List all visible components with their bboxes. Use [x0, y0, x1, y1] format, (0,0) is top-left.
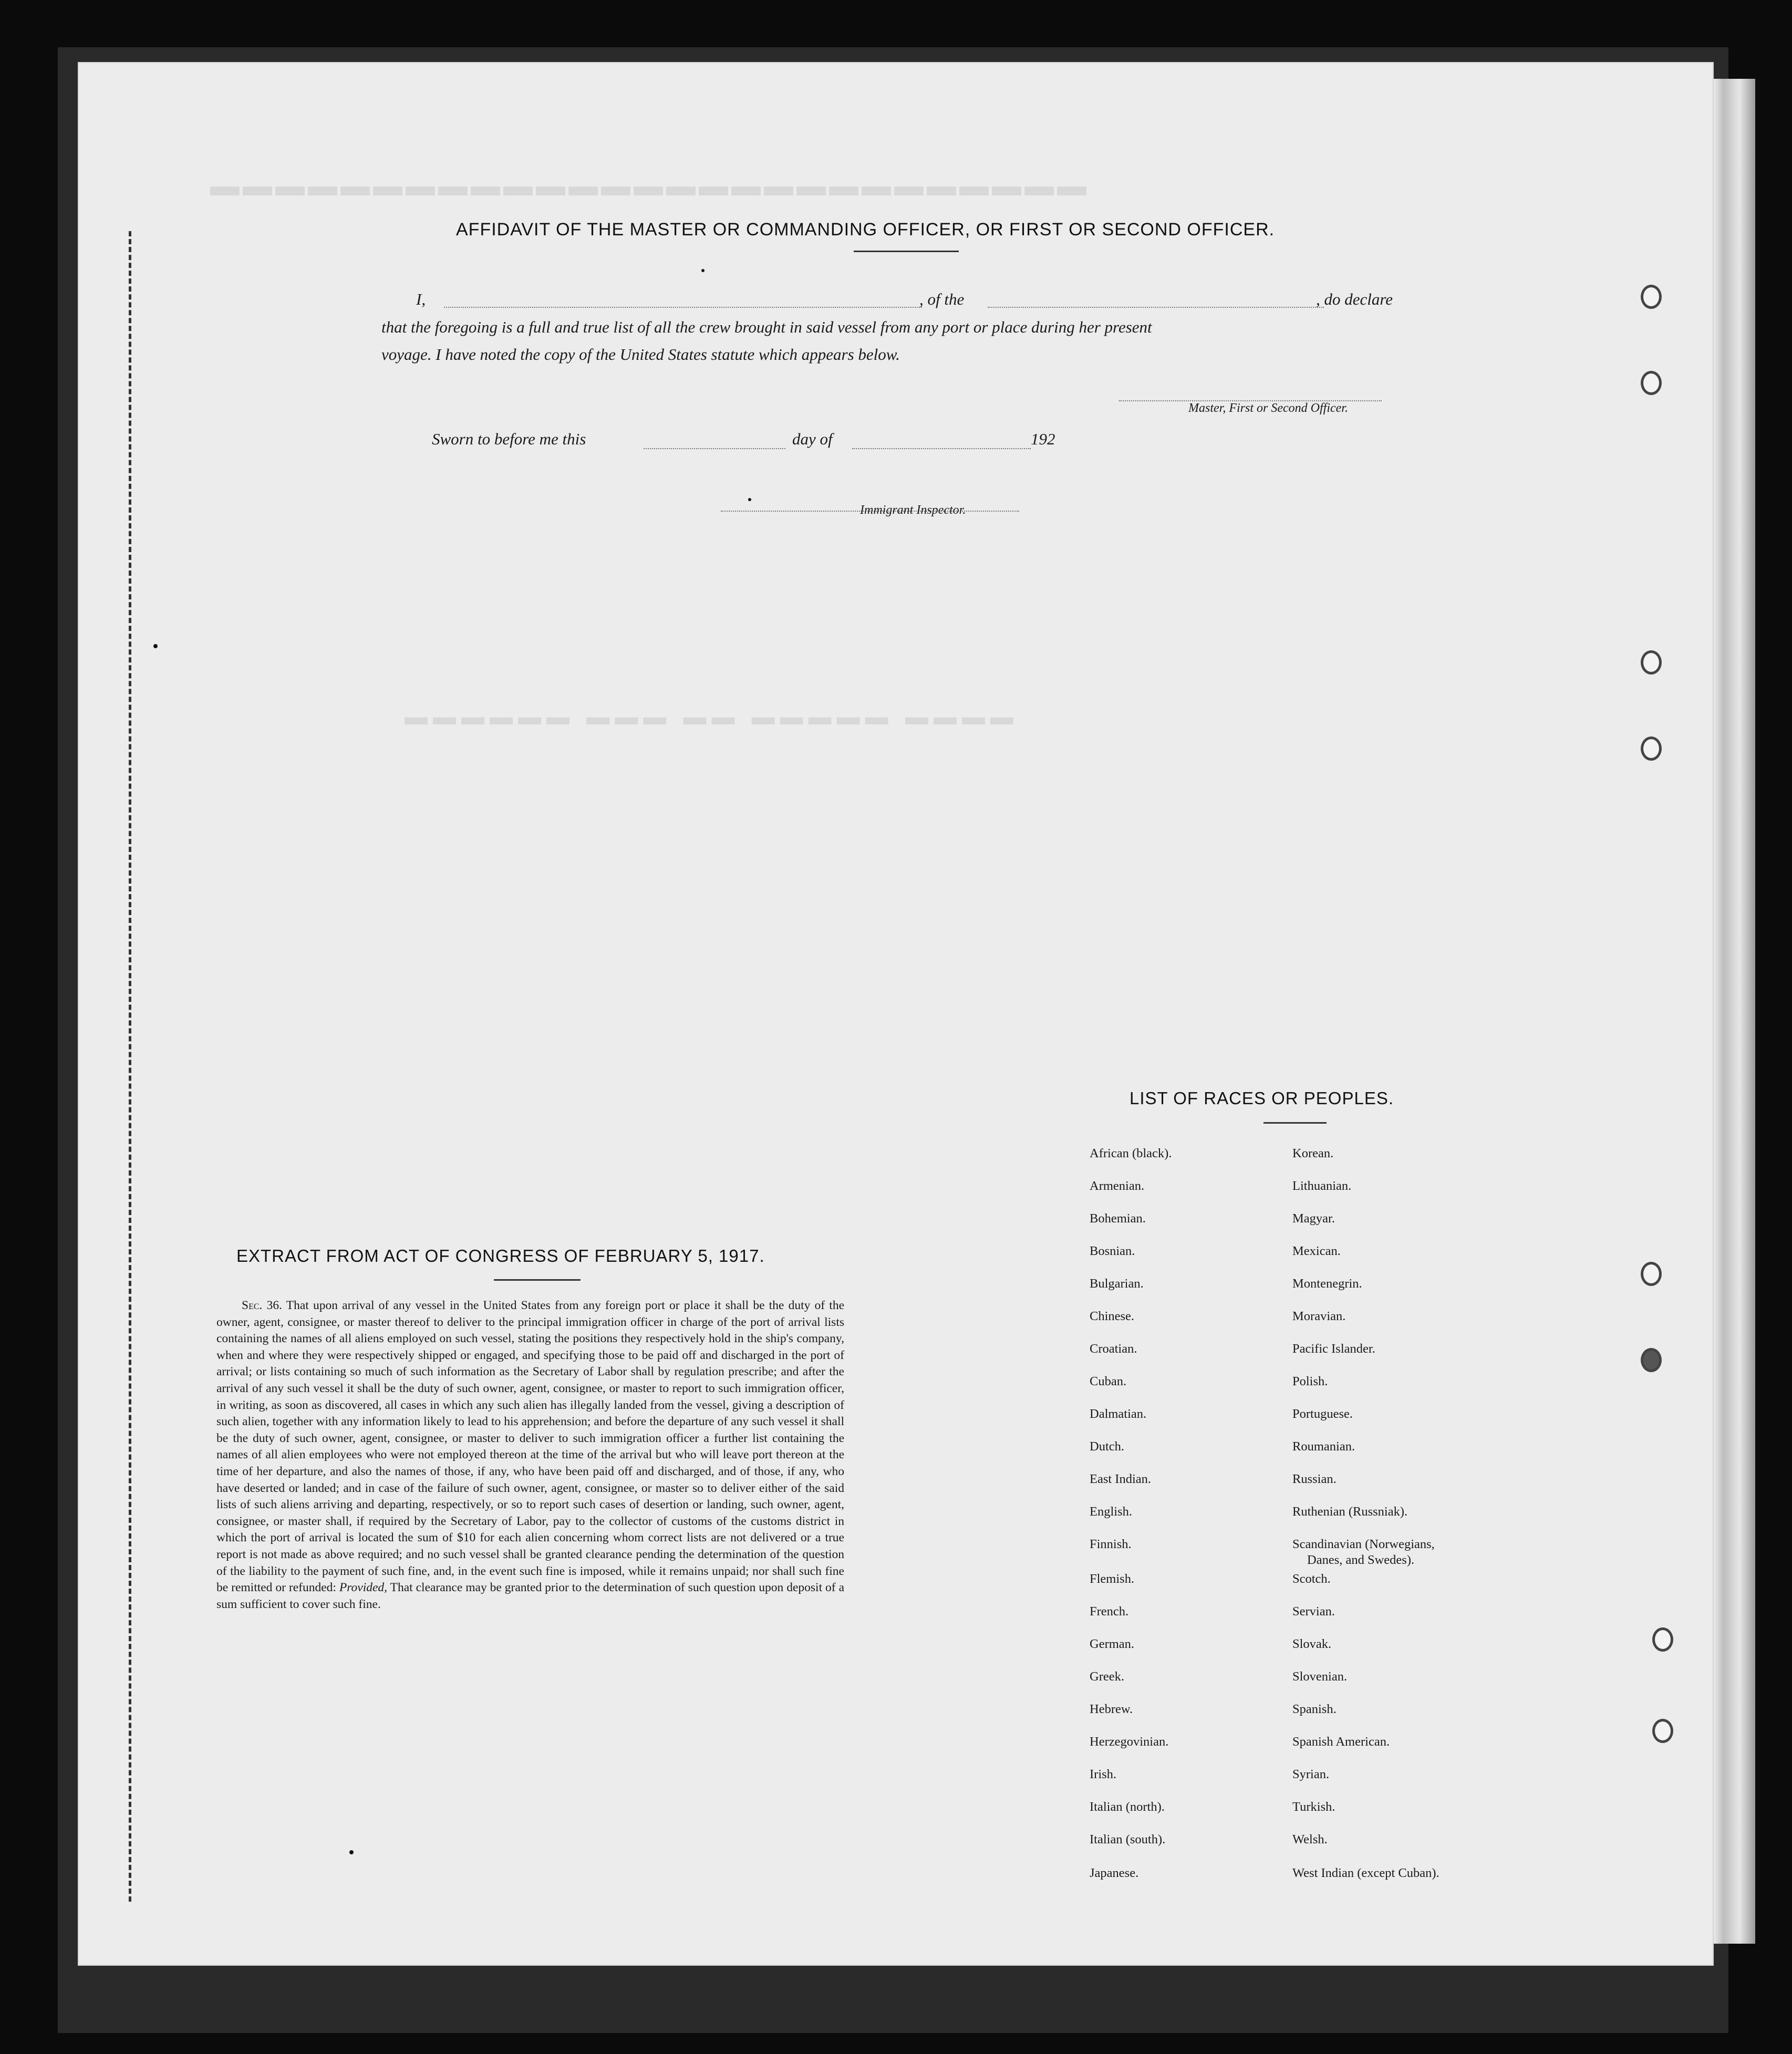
binder-hole — [1641, 650, 1662, 675]
race-item: Spanish. — [1292, 1702, 1337, 1716]
race-item: Servian. — [1292, 1604, 1335, 1619]
race-item: Herzegovinian. — [1090, 1735, 1169, 1749]
provided-label: Provided, — [339, 1581, 388, 1595]
bleed-through: ▬▬▬▬▬▬▬▬▬▬▬▬▬▬▬▬▬▬▬▬▬▬▬▬▬▬▬ — [210, 169, 1090, 202]
binder-hole — [1641, 736, 1662, 761]
officer-name-field[interactable] — [444, 307, 922, 308]
races-title-underline — [1263, 1122, 1327, 1124]
extract-title: EXTRACT FROM ACT OF CONGRESS OF FEBRUARY 5, 1917. — [236, 1246, 765, 1265]
extract-text-part1: That upon arrival of any vessel in the United States from any foreign port or place it shall be the duty of the owner, agent, consignee, or master thereof to deliver to the principal immigration officer in charge of the port of arrival lists containing the names of all aliens employed on such vessel, stating the positions they respectively hold in the ship's company, when and where they were respectively shipped or engaged, and specifying those to be paid off and discharged in the port of arrival; or lists containing so much of such information as the Secretary of Labor shall by regulation prescribe; and after the arrival of any such vessel it shall be the duty of such owner, agent, consignee, or master to report to such immigration officer, in writing, as soon as discovered, all cases in which any such alien has illegally landed from the vessel, giving a description of such alien, together with any information likely to lead to his apprehension; and before the departure of any such vessel it shall be the duty of such owner, agent, consignee, or master to deliver to such immigration officer a further list containing the names of all alien employees who were not employed thereon at the time of the arrival but who will leave port thereon at the time of her departure, and also the names of those, if any, who have been paid off and discharged, and of those, if any, who have deserted or landed; and in case of the failure of such owner, agent, consignee, or master so to deliver either of the said lists of such aliens arriving and departing, respectively, or so to report such cases of desertion or landing, such owner, agent, consignee, or master shall, if required by the Secretary of Labor, pay to the collector of customs of the customs district in which the port of arrival is located the sum of $10 for each alien concerning whom correct lists are not delivered or a true report is not made as above required; and no such vessel shall be granted clearance pending the determination of the question of the liability to the payment of such fine, and, in the event such fine is imposed, while it remains unpaid; nor shall such fine be remitted or refunded: — [216, 1299, 845, 1595]
race-item: Russian. — [1292, 1472, 1337, 1486]
race-item: Spanish American. — [1292, 1735, 1390, 1749]
race-item: African (black). — [1090, 1146, 1172, 1160]
race-item: Dutch. — [1090, 1439, 1124, 1454]
affidavit-do-declare: , do declare — [1316, 290, 1393, 308]
binder-hole — [1652, 1719, 1673, 1743]
races-title: LIST OF RACES OR PEOPLES. — [1130, 1088, 1394, 1108]
binder-hole — [1641, 1262, 1662, 1286]
race-item: East Indian. — [1090, 1472, 1152, 1486]
race-item: Scotch. — [1292, 1572, 1331, 1586]
race-item: Irish. — [1090, 1767, 1117, 1781]
race-item: Bohemian. — [1090, 1211, 1146, 1226]
race-item: Polish. — [1292, 1374, 1328, 1388]
binder-hole — [1641, 285, 1662, 309]
affidavit-title: AFFIDAVIT OF THE MASTER OR COMMANDING OFFICER, OR FIRST OR SECOND OFFICER. — [456, 220, 1275, 240]
sworn-day-field[interactable] — [644, 448, 785, 449]
race-item: Montenegrin. — [1292, 1277, 1362, 1291]
race-item: French. — [1090, 1604, 1129, 1619]
ink-speck — [349, 1850, 354, 1854]
race-item: Slovak. — [1292, 1637, 1332, 1651]
sworn-year: 192 — [1031, 430, 1055, 448]
race-item: Roumanian. — [1292, 1439, 1355, 1454]
sworn-start: Sworn to before me this — [432, 430, 586, 448]
signature-label: Master, First or Second Officer. — [1188, 401, 1348, 415]
sworn-day-of: day of — [792, 430, 833, 448]
binder-hole — [1652, 1627, 1673, 1652]
race-item: Moravian. — [1292, 1309, 1346, 1323]
bleed-through: ▬▬▬▬▬▬ ▬▬▬ ▬▬ ▬▬▬▬▬ ▬▬▬▬ — [405, 704, 1019, 730]
race-item: Japanese. — [1090, 1866, 1139, 1880]
race-item: Chinese. — [1090, 1309, 1135, 1323]
race-item: Armenian. — [1090, 1179, 1145, 1193]
race-item: Hebrew. — [1090, 1702, 1133, 1716]
title-underline — [854, 251, 959, 252]
race-item: Flemish. — [1090, 1572, 1135, 1586]
race-item: Italian (south). — [1090, 1832, 1166, 1846]
race-item: Korean. — [1292, 1146, 1334, 1160]
race-item: Portuguese. — [1292, 1407, 1353, 1421]
race-item: Lithuanian. — [1292, 1179, 1352, 1193]
race-item: Croatian. — [1090, 1342, 1137, 1356]
race-item: Danes, and Swedes). — [1307, 1553, 1415, 1567]
race-item: Bosnian. — [1090, 1244, 1135, 1258]
race-item: Turkish. — [1292, 1800, 1335, 1814]
affidavit-line2: that the foregoing is a full and true list of all the crew brought in said vessel from any port or place during her present — [381, 318, 1152, 336]
affidavit-line3: voyage. I have noted the copy of the United States statute which appears below. — [381, 345, 900, 364]
race-item: English. — [1090, 1505, 1132, 1519]
affidavit-of-the: , of the — [919, 290, 965, 308]
inspector-label: Immigrant Inspector. — [860, 503, 966, 517]
race-item: West Indian (except Cuban). — [1292, 1866, 1439, 1880]
race-item: Slovenian. — [1292, 1669, 1348, 1684]
section-label: Sec. 36. — [242, 1299, 282, 1312]
race-item: Italian (north). — [1090, 1800, 1165, 1814]
race-item: Dalmatian. — [1090, 1407, 1147, 1421]
perforation-line — [129, 231, 131, 1902]
ink-speck — [701, 269, 705, 272]
race-item: Cuban. — [1090, 1374, 1127, 1388]
race-item: Finnish. — [1090, 1537, 1132, 1551]
race-item: Pacific Islander. — [1292, 1342, 1375, 1356]
vessel-name-field[interactable] — [988, 307, 1324, 308]
race-item: Magyar. — [1292, 1211, 1335, 1226]
binder-hole — [1641, 1348, 1662, 1372]
race-item: Ruthenian (Russniak). — [1292, 1505, 1408, 1519]
extract-text-part2: That clearance may be granted prior to the determination of such question upon deposit of a sum sufficient to cover such fine. — [216, 1581, 845, 1611]
ink-speck — [153, 644, 158, 648]
sworn-month-field[interactable] — [852, 448, 1031, 449]
ink-speck — [748, 498, 751, 501]
affidavit-line1-start: I, — [416, 290, 426, 308]
extract-title-underline — [494, 1279, 581, 1281]
race-item: Scandinavian (Norwegians, — [1292, 1537, 1435, 1551]
binder-hole — [1641, 371, 1662, 395]
race-item: Welsh. — [1292, 1832, 1328, 1846]
extract-body — [216, 1298, 844, 1613]
race-item: German. — [1090, 1637, 1135, 1651]
race-item: Greek. — [1090, 1669, 1124, 1684]
race-item: Syrian. — [1292, 1767, 1330, 1781]
race-item: Bulgarian. — [1090, 1277, 1144, 1291]
race-item: Mexican. — [1292, 1244, 1341, 1258]
